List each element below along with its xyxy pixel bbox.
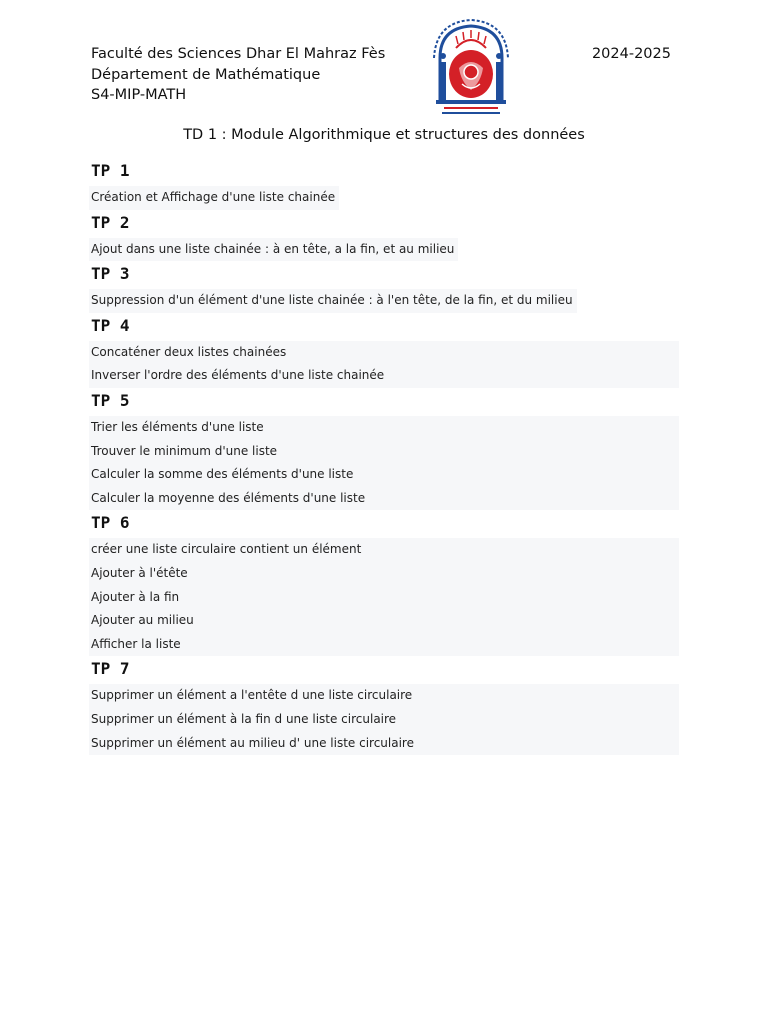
list-item: Calculer la moyenne des éléments d'une liste bbox=[91, 490, 366, 505]
faculty-name: Faculté des Sciences Dhar El Mahraz Fès bbox=[91, 46, 386, 62]
department-name: Département de Mathématique bbox=[91, 66, 321, 83]
university-logo bbox=[426, 18, 516, 120]
tp-block-4 bbox=[89, 313, 679, 388]
tp-items bbox=[89, 186, 679, 210]
list-item: Supprimer un élément a l'entête d une liste circulaire bbox=[91, 688, 413, 703]
tp-block-3 bbox=[89, 261, 679, 313]
tp-items bbox=[89, 341, 679, 388]
list-item: créer une liste circulaire contient un élément bbox=[91, 542, 362, 557]
list-item: Ajouter au milieu bbox=[91, 613, 194, 628]
list-item: Suppression d'un élément d'une liste chainée : à l'en tête, de la fin, et du milieu bbox=[89, 289, 577, 313]
tp-heading: TP 3 bbox=[91, 264, 130, 284]
tp-block-5 bbox=[89, 388, 679, 510]
list-item: Ajouter à la fin bbox=[91, 589, 180, 604]
tp-items bbox=[89, 684, 679, 755]
list-item: Création et Affichage d'une liste chainée bbox=[89, 186, 339, 210]
tp-heading: TP 7 bbox=[91, 659, 130, 679]
tp-list bbox=[89, 158, 679, 755]
tp-block-1 bbox=[89, 158, 679, 210]
list-item: Trier les éléments d'une liste bbox=[91, 419, 264, 434]
document-title: TD 1 : Module Algorithmique et structures des données bbox=[183, 127, 585, 143]
list-item: Concaténer deux listes chainées bbox=[91, 344, 287, 359]
list-item: Supprimer un élément au milieu d' une liste circulaire bbox=[91, 735, 414, 750]
document-header bbox=[91, 44, 671, 124]
academic-year: 2024-2025 bbox=[591, 46, 671, 62]
tp-heading: TP 1 bbox=[91, 161, 130, 180]
list-item: Ajouter à l'étête bbox=[91, 565, 188, 580]
list-item: Supprimer un élément à la fin d une liste circulaire bbox=[91, 711, 397, 726]
tp-items bbox=[89, 238, 679, 262]
tp-block-6 bbox=[89, 510, 679, 656]
tp-heading: TP 5 bbox=[91, 390, 130, 410]
tp-heading: TP 4 bbox=[91, 315, 130, 335]
tp-block-2 bbox=[89, 210, 679, 262]
tp-heading: TP 2 bbox=[91, 212, 130, 232]
list-item: Calculer la somme des éléments d'une liste bbox=[91, 467, 354, 482]
institution-block bbox=[91, 44, 385, 106]
list-item: Inverser l'ordre des éléments d'une liste chainée bbox=[91, 368, 385, 383]
list-item: Trouver le minimum d'une liste bbox=[91, 443, 278, 458]
tp-block-7 bbox=[89, 656, 679, 755]
tp-items bbox=[89, 416, 679, 510]
tp-items bbox=[89, 538, 679, 656]
tp-heading: TP 6 bbox=[91, 513, 130, 533]
course-code: S4-MIP-MATH bbox=[91, 87, 187, 103]
tp-items bbox=[89, 289, 679, 313]
list-item: Afficher la liste bbox=[91, 636, 181, 651]
list-item: Ajout dans une liste chainée : à en tête, a la fin, et au milieu bbox=[89, 238, 458, 262]
